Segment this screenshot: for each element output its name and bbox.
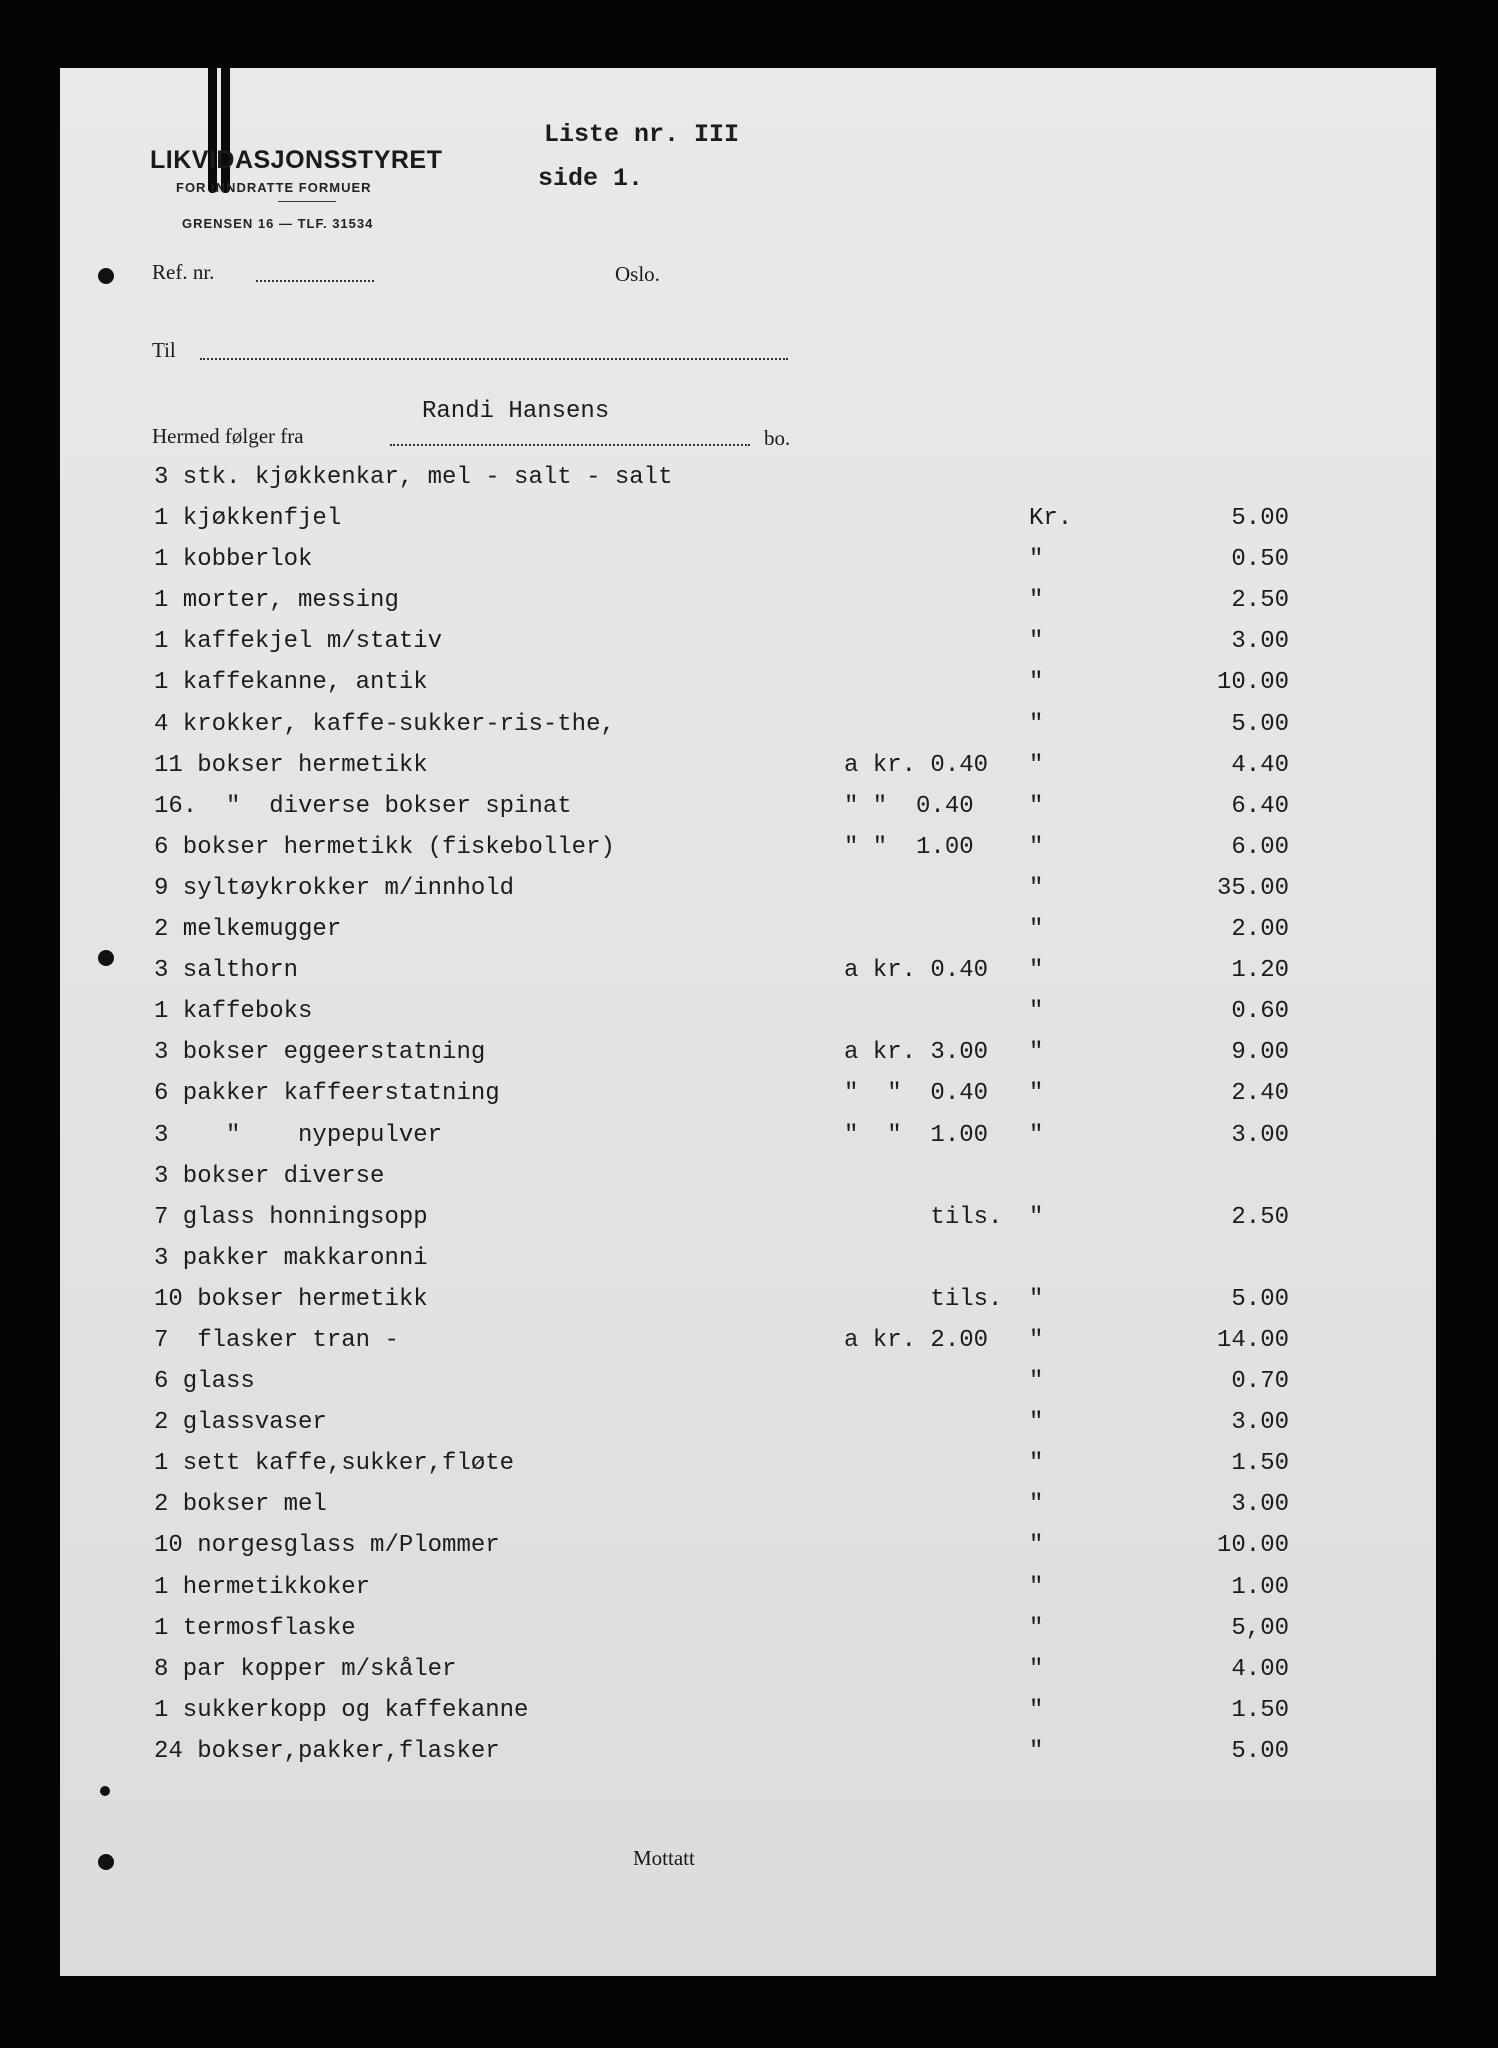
binder-hole <box>98 1854 114 1870</box>
item-amount: 3.00 <box>1231 628 1289 656</box>
item-description: 1 morter, messing <box>154 587 399 615</box>
estate-name: Randi Hansens <box>422 398 610 425</box>
list-item <box>154 1282 1289 1323</box>
item-currency-mark: " <box>1029 1121 1044 1149</box>
item-currency-mark: " <box>1029 1655 1044 1683</box>
item-description: 1 termosflaske <box>154 1614 356 1642</box>
item-description: 6 glass <box>154 1368 255 1396</box>
item-currency-mark: " <box>1029 587 1044 615</box>
item-description: 3 " nypepulver <box>154 1121 443 1149</box>
list-item <box>154 542 1289 583</box>
item-amount: 1.50 <box>1231 1450 1289 1478</box>
list-item <box>154 1652 1289 1693</box>
list-item <box>154 1446 1289 1487</box>
received-label: Mottatt <box>633 1846 695 1870</box>
item-amount: 10.00 <box>1216 1532 1289 1560</box>
list-item <box>154 1364 1289 1405</box>
item-description: 6 pakker kaffeerstatning <box>154 1080 500 1108</box>
list-item <box>154 994 1289 1035</box>
item-amount: 3.00 <box>1231 1491 1289 1519</box>
item-currency-mark: " <box>1029 669 1044 697</box>
org-name: LIKVIDASJONSSTYRET <box>150 146 443 174</box>
list-item <box>154 1405 1289 1446</box>
item-description: 16. " diverse bokser spinat <box>154 792 572 820</box>
item-currency-mark: " <box>1029 1737 1044 1765</box>
list-item <box>154 1200 1289 1241</box>
item-description: 1 kaffekjel m/stativ <box>154 628 443 656</box>
list-item <box>154 1241 1274 1282</box>
item-description: 7 glass honningsopp <box>154 1203 428 1231</box>
item-amount: 2.50 <box>1231 1203 1289 1231</box>
item-description: 2 bokser mel <box>154 1491 327 1519</box>
binder-hole <box>98 950 114 966</box>
item-currency-mark: " <box>1029 546 1044 574</box>
item-currency-mark: " <box>1029 957 1044 985</box>
item-description: 9 syltøykrokker m/innhold <box>154 874 515 902</box>
item-amount: 2.40 <box>1231 1080 1289 1108</box>
item-description: 24 bokser,pakker,flasker <box>154 1737 500 1765</box>
item-description: 1 kobberlok <box>154 546 313 574</box>
list-item <box>154 1693 1289 1734</box>
item-currency-mark: " <box>1029 1203 1044 1231</box>
item-unit-price: " " 0.40 <box>844 792 974 820</box>
item-description: 8 par kopper m/skåler <box>154 1655 457 1683</box>
list-item <box>154 1118 1289 1159</box>
item-unit-price: tils. <box>844 1285 1003 1313</box>
item-amount: 5.00 <box>1231 1285 1289 1313</box>
item-currency-mark: " <box>1029 1409 1044 1437</box>
item-amount: 0.70 <box>1231 1368 1289 1396</box>
item-amount: 6.00 <box>1231 833 1289 861</box>
item-amount: 3.00 <box>1231 1121 1289 1149</box>
list-item <box>154 748 1289 789</box>
item-unit-price: a kr. 3.00 <box>844 1039 989 1067</box>
list-item <box>154 830 1289 871</box>
list-item <box>154 624 1289 665</box>
item-description: 7 flasker tran - <box>154 1326 399 1354</box>
item-unit-price: " " 1.00 <box>844 833 974 861</box>
item-description: 1 kaffeboks <box>154 998 313 1026</box>
item-description: 3 stk. kjøkkenkar, mel - salt - salt <box>154 464 673 491</box>
item-currency-mark: " <box>1029 1491 1044 1519</box>
item-currency-mark: " <box>1029 1080 1044 1108</box>
letterhead <box>150 146 442 231</box>
item-currency-mark: " <box>1029 916 1044 944</box>
list-item <box>154 460 1274 501</box>
item-amount: 2.50 <box>1231 587 1289 615</box>
list-item <box>154 583 1289 624</box>
item-currency-mark: " <box>1029 1039 1044 1067</box>
from-label: Hermed følger fra <box>152 424 304 448</box>
item-description: 1 kjøkkenfjel <box>154 505 342 533</box>
place-label: Oslo. <box>615 262 660 286</box>
item-currency-mark: " <box>1029 628 1044 656</box>
ref-label: Ref. nr. <box>152 260 215 284</box>
item-description: 3 bokser diverse <box>154 1162 385 1190</box>
binder-hole <box>100 1786 110 1796</box>
item-unit-price: tils. <box>844 1203 1003 1231</box>
item-amount: 0.60 <box>1231 998 1289 1026</box>
estate-suffix: bo. <box>764 426 791 450</box>
item-description: 1 sett kaffe,sukker,fløte <box>154 1450 515 1478</box>
item-amount: 4.40 <box>1231 751 1289 779</box>
document-page <box>60 68 1436 1976</box>
item-description: 4 krokker, kaffe-sukker-ris-the, <box>154 710 615 738</box>
item-amount: 3.00 <box>1231 1409 1289 1437</box>
page-number: side 1. <box>538 164 644 193</box>
item-currency-mark: " <box>1029 874 1044 902</box>
item-amount: 35.00 <box>1216 874 1289 902</box>
item-amount: 9.00 <box>1231 1039 1289 1067</box>
item-amount: 4.00 <box>1231 1655 1289 1683</box>
item-unit-price: a kr. 2.00 <box>844 1326 989 1354</box>
item-amount: 0.50 <box>1231 546 1289 574</box>
item-currency-mark: " <box>1029 1532 1044 1560</box>
item-amount: 5.00 <box>1231 710 1289 738</box>
item-description: 3 bokser eggeerstatning <box>154 1039 486 1067</box>
item-description: 2 melkemugger <box>154 916 342 944</box>
list-item <box>154 1528 1289 1569</box>
list-item <box>154 1487 1289 1528</box>
item-description: 1 sukkerkopp og kaffekanne <box>154 1696 529 1724</box>
item-currency-mark: " <box>1029 751 1044 779</box>
list-item <box>154 1159 1274 1200</box>
item-list <box>154 460 1289 1775</box>
item-amount: 1.00 <box>1231 1573 1289 1601</box>
list-item <box>154 665 1289 706</box>
item-description: 10 norgesglass m/Plommer <box>154 1532 500 1560</box>
org-address: GRENSEN 16 — TLF. 31534 <box>182 216 374 231</box>
item-currency-mark: " <box>1029 710 1044 738</box>
item-currency-mark: " <box>1029 1614 1044 1642</box>
item-amount: 5.00 <box>1231 1737 1289 1765</box>
to-dotted-line <box>200 358 788 360</box>
item-unit-price: " " 0.40 <box>844 1080 989 1108</box>
item-currency-mark: " <box>1029 1696 1044 1724</box>
item-amount: 2.00 <box>1231 916 1289 944</box>
item-unit-price: " " 1.00 <box>844 1121 989 1149</box>
list-item <box>154 1076 1289 1117</box>
list-item <box>154 1611 1289 1652</box>
item-description: 11 bokser hermetikk <box>154 751 428 779</box>
ref-dotted-line <box>256 280 374 282</box>
item-currency-mark: " <box>1029 998 1044 1026</box>
letterhead-divider <box>278 201 336 202</box>
org-subtitle: FOR INNDRATTE FORMUER <box>176 180 372 195</box>
item-currency-mark: " <box>1029 833 1044 861</box>
item-amount: 6.40 <box>1231 792 1289 820</box>
item-currency-mark: " <box>1029 1285 1044 1313</box>
list-item <box>154 1035 1289 1076</box>
item-description: 3 pakker makkaronni <box>154 1244 428 1272</box>
list-item <box>154 707 1289 748</box>
list-item <box>154 1734 1289 1775</box>
list-item <box>154 871 1289 912</box>
item-amount: 14.00 <box>1216 1326 1289 1354</box>
item-currency-mark: " <box>1029 1326 1044 1354</box>
item-description: 6 bokser hermetikk (fiskeboller) <box>154 833 615 861</box>
from-dotted-line <box>390 444 750 446</box>
item-currency-mark: " <box>1029 1450 1044 1478</box>
item-description: 3 salthorn <box>154 957 299 985</box>
item-description: 1 kaffekanne, antik <box>154 669 428 697</box>
list-number: Liste nr. III <box>544 120 740 149</box>
item-unit-price: a kr. 0.40 <box>844 751 989 779</box>
list-item <box>154 953 1289 994</box>
item-amount: 1.50 <box>1231 1696 1289 1724</box>
list-item <box>154 912 1289 953</box>
item-unit-price: a kr. 0.40 <box>844 957 989 985</box>
item-currency-mark: " <box>1029 792 1044 820</box>
item-amount: 5.00 <box>1231 505 1289 533</box>
item-description: 1 hermetikkoker <box>154 1573 371 1601</box>
item-currency-mark: Kr. <box>1029 505 1073 533</box>
item-amount: 5,00 <box>1231 1614 1289 1642</box>
item-description: 10 bokser hermetikk <box>154 1285 428 1313</box>
item-amount: 1.20 <box>1231 957 1289 985</box>
list-item <box>154 501 1289 542</box>
item-description: 2 glassvaser <box>154 1409 327 1437</box>
list-item <box>154 1570 1289 1611</box>
item-amount: 10.00 <box>1216 669 1289 697</box>
item-currency-mark: " <box>1029 1368 1044 1396</box>
item-currency-mark: " <box>1029 1573 1044 1601</box>
list-item <box>154 1323 1289 1364</box>
list-item <box>154 789 1289 830</box>
binder-hole <box>98 268 114 284</box>
to-label: Til <box>152 338 176 362</box>
